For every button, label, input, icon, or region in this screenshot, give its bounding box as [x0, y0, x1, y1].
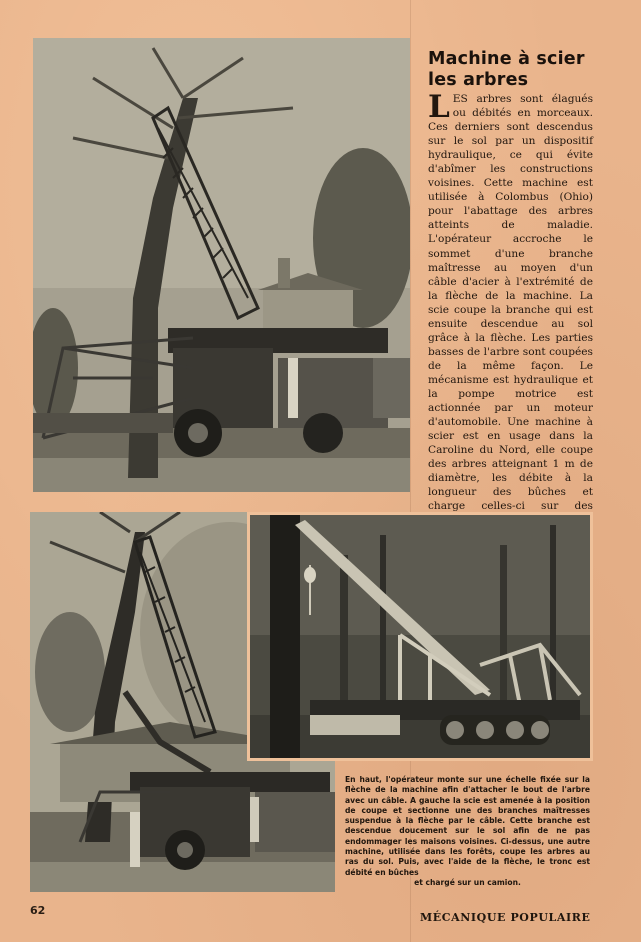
photo-forest-machine	[247, 512, 593, 761]
page-number: 62	[30, 904, 46, 917]
photo-caption-text: En haut, l'opérateur monte sur une échelle fixée sur la flèche de la machine afin d'attacher le bout de l'arbre avec un câble. A gauche la scie est amenée à la position de coupe et sectionne une des branches maîtresses suspendue à la flèche par le câble. Cette branche est descendue doucement sur le sol afin de ne pas endommager les maisons voisines. Ci-dessus, une autre machine, utilisée dans les forêts, coupe les arbres au ras du sol. Puis, avec l'aide de la flèche, le tronc est débité en bûches	[345, 775, 590, 877]
drop-cap: L	[428, 89, 450, 125]
photo-forest-machine-image	[250, 515, 590, 758]
article-body-text: ES arbres sont élagués ou débités en morceaux. Ces derniers sont descendus sur le sol par un dispositif hydraulique, ce qui évite d'abîmer les constructions voisines. Cette machine est utilisée à Colombus (Ohio) pour l'abattage des arbres atteints de maladie. L'opérateur accroche le sommet d'une branche maîtresse au moyen d'un câble d'acier à l'extrémité de la flèche de la machine. La scie coupe la branche qui est ensuite descendue au sol grâce à la flèche. Les parties basses de l'arbre sont coupées de la même façon. Le mécanisme est hydraulique et la pompe motrice est actionnée par un moteur d'automobile. Une machine à scier est en usage dans la Caroline du Nord, elle coupe des arbres atteignant 1 m de diamètre, les débite à la longueur des bûches et charge celles-ci sur des	[428, 93, 593, 513]
photo-caption-last-line: et chargé sur un camion.	[414, 877, 521, 887]
photo-crane-truck-top-image	[33, 38, 410, 492]
photo-crane-truck-top	[33, 38, 410, 492]
magazine-name: MÉCANIQUE POPULAIRE	[420, 911, 591, 924]
photo-caption	[345, 775, 590, 888]
article-body	[428, 89, 593, 542]
article-title: Machine à scier les arbres	[428, 48, 585, 90]
